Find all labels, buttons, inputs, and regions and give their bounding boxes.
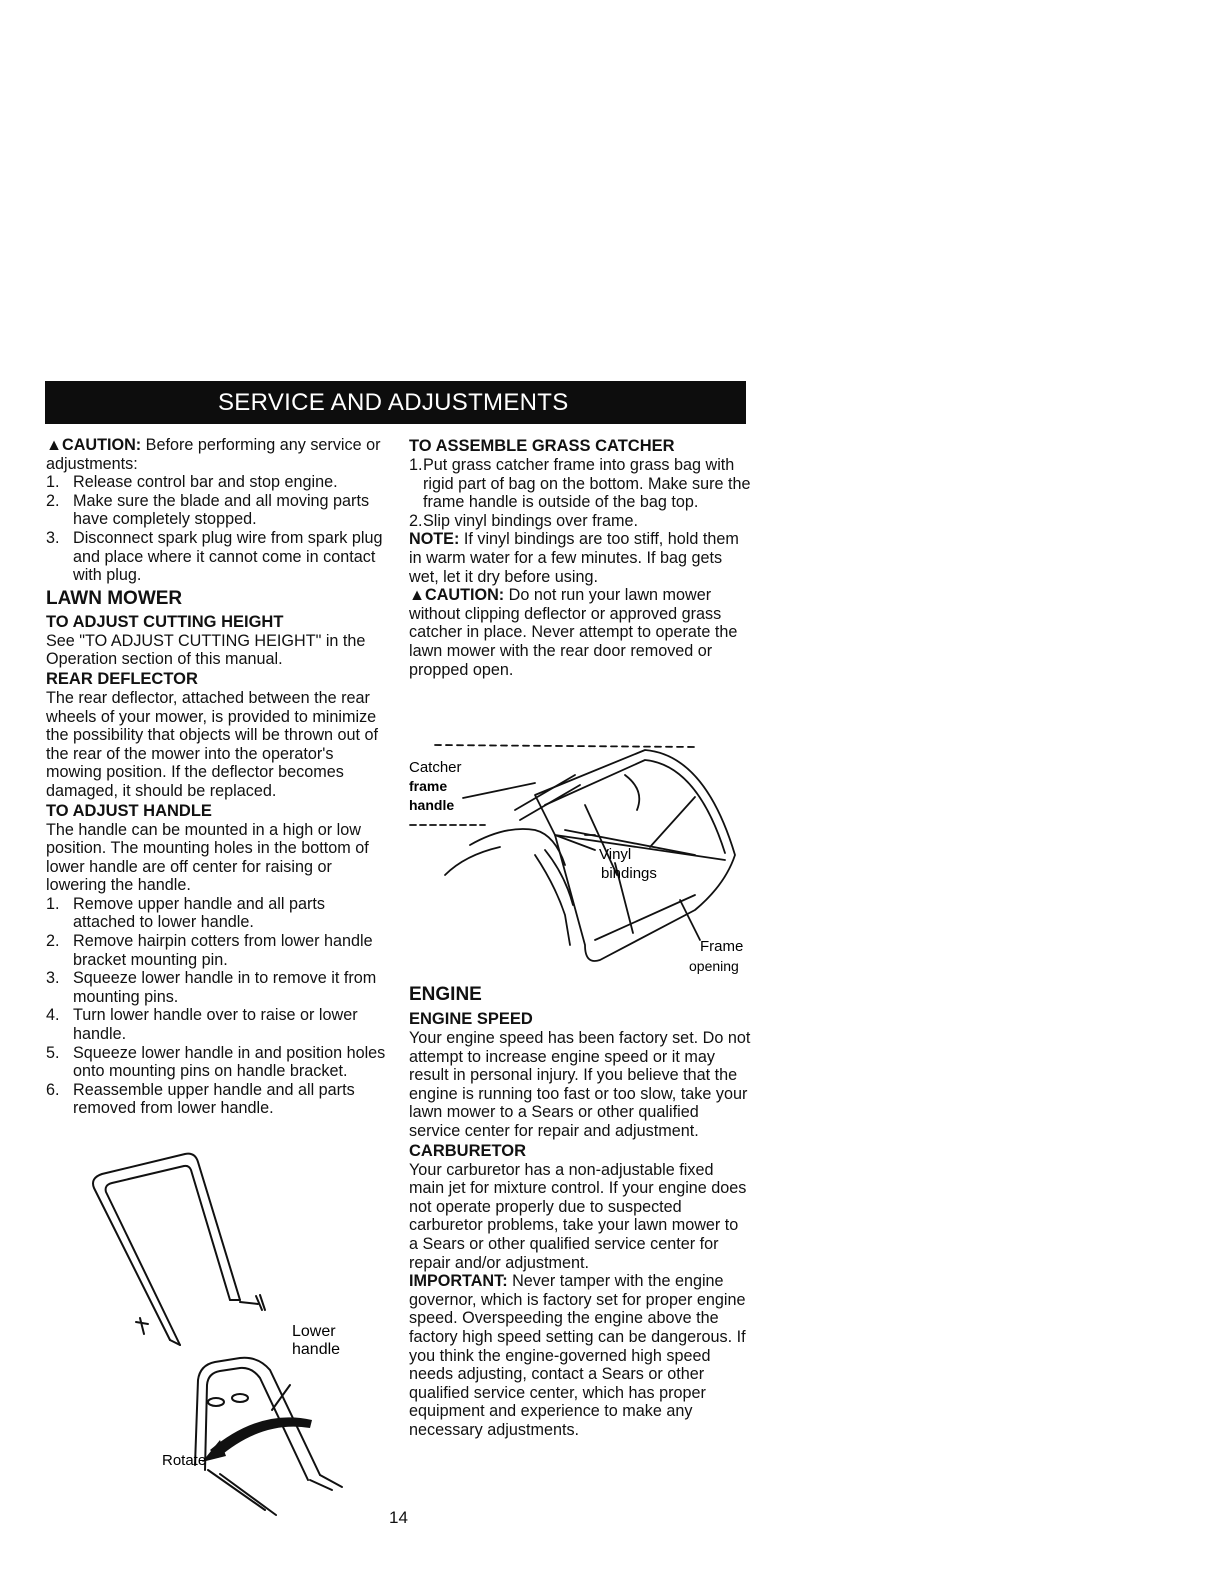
caution-icon: ▲ bbox=[409, 586, 426, 605]
caution-text: Do not run your lawn mower without clipping deflector or approved grass catcher in place. Never attempt to operate the lawn mower with the rear door removed or propped open. bbox=[409, 586, 738, 679]
list-number: 1. bbox=[46, 473, 60, 492]
important-text: Never tamper with the engine governor, which is factory set for proper engine speed. Overspeeding the engine above the factory high speed setting can be dangerous. If you think the engine-governed high speed needs adjusting, contact a Sears or other qualified service center, which has proper equipment and experience to make any necessary adjustments. bbox=[409, 1272, 746, 1439]
list-item bbox=[46, 492, 386, 529]
caution-paragraph bbox=[46, 436, 386, 473]
list-number: 3. bbox=[46, 528, 60, 547]
engine-speed-text: Your engine speed has been factory set. Do not attempt to increase engine speed or it may result in personal injury. If you believe that the engine is running too fast or too slow, take your lawn mower to a Sears or other qualified service center for repair and adjustment. bbox=[409, 1029, 751, 1140]
caution-icon: ▲ bbox=[46, 436, 63, 454]
section-banner bbox=[45, 381, 746, 424]
cutting-height-text: See "TO ADJUST CUTTING HEIGHT" in the Operation section of this manual. bbox=[46, 631, 366, 669]
assemble-steps bbox=[409, 456, 751, 530]
list-number: 1. bbox=[409, 456, 423, 474]
right-column-top bbox=[409, 436, 751, 679]
handle-label: handle bbox=[292, 1341, 341, 1358]
handle-figure bbox=[80, 1140, 380, 1525]
vinyl-label: Vinyl bbox=[599, 846, 632, 863]
list-item bbox=[46, 895, 386, 932]
list-item bbox=[409, 512, 751, 531]
list-text: Make sure the blade and all moving parts have completely stopped. bbox=[73, 491, 370, 529]
carburetor-heading: CARBURETOR bbox=[409, 1141, 527, 1160]
list-text: Release control bar and stop engine. bbox=[73, 473, 338, 492]
list-text: Slip vinyl bindings over frame. bbox=[423, 511, 639, 530]
list-item bbox=[46, 529, 386, 585]
rear-deflector-heading: REAR DEFLECTOR bbox=[46, 669, 198, 688]
list-text: Remove hairpin cotters from lower handle bracket mounting pin. bbox=[73, 932, 373, 969]
list-number: 2. bbox=[46, 491, 60, 510]
frame-opening-label: Frame bbox=[700, 938, 744, 955]
engine-heading: ENGINE bbox=[409, 984, 482, 1005]
note-label: NOTE: bbox=[409, 530, 460, 549]
page-number: 14 bbox=[389, 1508, 408, 1527]
adjust-handle-text: The handle can be mounted in a high or low position. The mounting holes in the bottom of lower handle are off center for raising or lowering the handle. bbox=[46, 820, 369, 895]
rotate-label: Rotate bbox=[162, 1452, 207, 1469]
list-item bbox=[46, 1081, 386, 1118]
list-number: 5. bbox=[46, 1043, 60, 1062]
list-number: 2. bbox=[46, 932, 60, 951]
grass-catcher-figure bbox=[405, 735, 755, 980]
caution-label: CAUTION: bbox=[425, 586, 505, 605]
important-label: IMPORTANT: bbox=[409, 1272, 508, 1291]
assemble-heading: TO ASSEMBLE GRASS CATCHER bbox=[409, 437, 675, 455]
note-paragraph bbox=[409, 530, 751, 586]
bindings-label: bindings bbox=[601, 865, 657, 882]
frame-label: frame bbox=[409, 778, 448, 794]
list-text: Reassemble upper handle and all parts removed from lower handle. bbox=[73, 1080, 355, 1118]
note-text: If vinyl bindings are too stiff, hold them in warm water for a few minutes. If bag gets wet, let it dry before using. bbox=[409, 530, 739, 586]
list-text: Disconnect spark plug wire from spark plug and place where it cannot come in contact with plug. bbox=[73, 528, 383, 585]
rear-deflector-text: The rear deflector, attached between the rear wheels of your mower, is provided to minimize the possibility that objects will be thrown out of the rear of the mower into the operator's mowing position. If the deflector becomes damaged, it should be replaced. bbox=[46, 688, 379, 800]
list-number: 4. bbox=[46, 1006, 60, 1025]
carburetor-text: Your carburetor has a non-adjustable fixed main jet for mixture control. If your engine does not operate properly due to suspected carburetor problems, take your lawn mower to a Sears or other qualified service center for repair and/or adjustment. bbox=[409, 1160, 747, 1272]
list-text: Squeeze lower handle in and position holes onto mounting pins on handle bracket. bbox=[73, 1043, 386, 1081]
cutting-height-heading: TO ADJUST CUTTING HEIGHT bbox=[46, 612, 284, 631]
important-paragraph bbox=[409, 1272, 751, 1439]
list-item bbox=[46, 969, 386, 1006]
handle-label: handle bbox=[409, 797, 455, 813]
caution-text: Before performing any service or adjustments: bbox=[46, 436, 381, 473]
list-number: 1. bbox=[46, 894, 60, 913]
lawn-mower-heading: LAWN MOWER bbox=[46, 587, 183, 609]
list-item bbox=[409, 456, 751, 512]
list-item bbox=[46, 473, 386, 492]
list-number: 3. bbox=[46, 969, 60, 988]
list-number: 2. bbox=[409, 511, 423, 530]
list-number: 6. bbox=[46, 1080, 60, 1099]
list-text: Squeeze lower handle in to remove it from mounting pins. bbox=[73, 969, 377, 1006]
banner-title: SERVICE AND ADJUSTMENTS bbox=[218, 389, 569, 416]
lower-label: Lower bbox=[292, 1323, 336, 1340]
list-item bbox=[46, 1044, 386, 1081]
left-column bbox=[46, 436, 386, 1118]
list-item bbox=[46, 1006, 386, 1043]
engine-speed-heading: ENGINE SPEED bbox=[409, 1010, 533, 1028]
list-item bbox=[46, 932, 386, 969]
adjust-handle-heading: TO ADJUST HANDLE bbox=[46, 801, 212, 820]
list-text: Turn lower handle over to raise or lower handle. bbox=[73, 1006, 358, 1044]
adjust-handle-steps bbox=[46, 895, 386, 1118]
list-text: Remove upper handle and all parts attached to lower handle. bbox=[73, 894, 325, 932]
opening-label: opening bbox=[689, 958, 739, 974]
catcher-label: Catcher bbox=[409, 759, 462, 776]
caution-label: CAUTION: bbox=[62, 436, 142, 454]
caution-steps bbox=[46, 473, 386, 585]
caution-paragraph bbox=[409, 586, 751, 679]
list-text: Put grass catcher frame into grass bag with rigid part of bag on the bottom. Make sure the frame handle is outside of the bag top. bbox=[423, 456, 751, 512]
right-column-bottom bbox=[409, 984, 751, 1439]
